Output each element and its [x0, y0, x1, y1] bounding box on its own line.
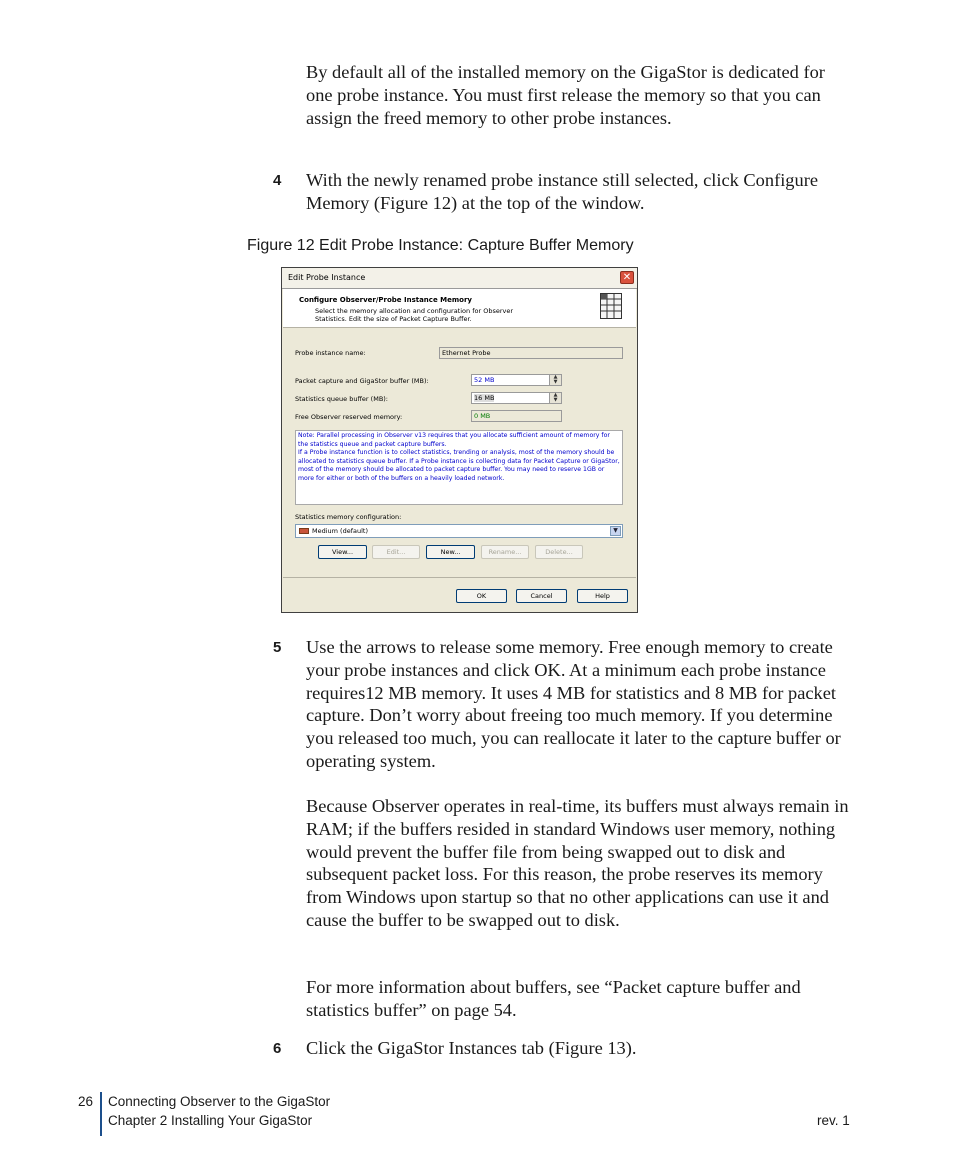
stats-buffer-label: Statistics queue buffer (MB): — [295, 395, 388, 403]
step-number: 4 — [273, 172, 282, 189]
ok-button[interactable]: OK — [456, 589, 507, 603]
chevron-down-icon[interactable]: ▼ — [610, 526, 621, 536]
probe-name-label: Probe instance name: — [295, 349, 366, 357]
packet-buffer-label: Packet capture and GigaStor buffer (MB): — [295, 377, 429, 385]
more-info-paragraph: For more information about buffers, see “Packet capture buffer and statistics buffer” on page 54. — [306, 977, 801, 1020]
header-title: Configure Observer/Probe Instance Memory — [299, 296, 472, 304]
probe-name-field: Ethernet Probe — [439, 347, 623, 359]
packet-buffer-stepper[interactable] — [471, 374, 562, 386]
edit-probe-instance-dialog — [281, 267, 638, 613]
edit-button[interactable]: Edit... — [372, 545, 420, 559]
dialog-header — [283, 289, 636, 328]
spin-arrows-icon[interactable]: ▲ ▼ — [549, 393, 561, 403]
cancel-button[interactable]: Cancel — [516, 589, 567, 603]
config-icon — [299, 528, 309, 534]
new-button[interactable]: New... — [426, 545, 475, 559]
dialog-separator — [283, 577, 636, 578]
header-description: Select the memory allocation and configuration for Observer Statistics. Edit the size of Packet Capture Buffer. — [315, 307, 514, 323]
memory-grid-icon — [600, 293, 622, 319]
step-text: With the newly renamed probe instance still selected, click Configure Memory (Figure 12) at the top of the window. — [306, 170, 818, 213]
packet-buffer-value: 52 MB — [474, 376, 495, 384]
stats-buffer-stepper[interactable] — [471, 392, 562, 404]
delete-button[interactable]: Delete... — [535, 545, 583, 559]
stats-buffer-value: 16 MB — [474, 394, 495, 402]
dialog-title: Edit Probe Instance — [288, 273, 366, 282]
footer-revision: rev. 1 — [817, 1113, 850, 1128]
note-text: Note: Parallel processing in Observer v13 requires that you allocate sufficient amount of memory for the statistics queue and packet capture buffers. If a Probe instance function is to collect statistics, trending or analysis, most of the memory should be allocated to statistics queue buffer. If a Probe instance is collecting data for Packet Capture or GigaStor, most of the memory should be allocated to packet capture buffer. You may need to reserve 1GB or more for either or both of the buffers on a heavily loaded network. — [295, 430, 623, 505]
page-number: 26 — [78, 1094, 94, 1109]
figure-caption: Figure 12 Edit Probe Instance: Capture Buffer Memory — [247, 237, 634, 254]
close-icon[interactable]: ✕ — [620, 271, 634, 284]
footer-divider — [100, 1092, 102, 1136]
footer-section: Connecting Observer to the GigaStor — [108, 1094, 331, 1109]
step-number: 5 — [273, 639, 282, 656]
spin-arrows-icon[interactable]: ▲ ▼ — [549, 375, 561, 385]
free-memory-label: Free Observer reserved memory: — [295, 413, 403, 421]
step-text: Click the GigaStor Instances tab (Figure 13). — [306, 1038, 637, 1058]
stats-config-value: Medium (default) — [312, 527, 368, 535]
view-button[interactable]: View... — [318, 545, 367, 559]
footer-chapter: Chapter 2 Installing Your GigaStor — [108, 1113, 313, 1128]
step-number: 6 — [273, 1040, 282, 1057]
stats-config-select[interactable] — [295, 524, 623, 538]
intro-paragraph: By default all of the installed memory on the GigaStor is dedicated for one probe instance. You must first release the memory so that you can assign the freed memory to other probe instances. — [306, 62, 825, 128]
ram-paragraph: Because Observer operates in real-time, its buffers must always remain in RAM; if the buffers resided in standard Windows user memory, nothing would prevent the buffer file from being swapped out to disk and subsequent packet loss. For this reason, the probe reserves its memory from Windows upon startup so that no other applications can use it and cause the buffer to be swapped out to disk. — [306, 796, 849, 930]
dialog-titlebar — [282, 268, 637, 289]
step-text: Use the arrows to release some memory. Free enough memory to create your probe instances and click OK. At a minimum each probe instance requires12 MB memory. It uses 4 MB for statistics and 8 MB for packet capture. Don’t worry about freeing too much memory. If you determine you released too much, you can reallocate it later to the capture buffer or operating system. — [306, 637, 841, 771]
rename-button[interactable]: Rename... — [481, 545, 529, 559]
stats-config-label: Statistics memory configuration: — [295, 513, 402, 521]
free-memory-field: 0 MB — [471, 410, 562, 422]
help-button[interactable]: Help — [577, 589, 628, 603]
